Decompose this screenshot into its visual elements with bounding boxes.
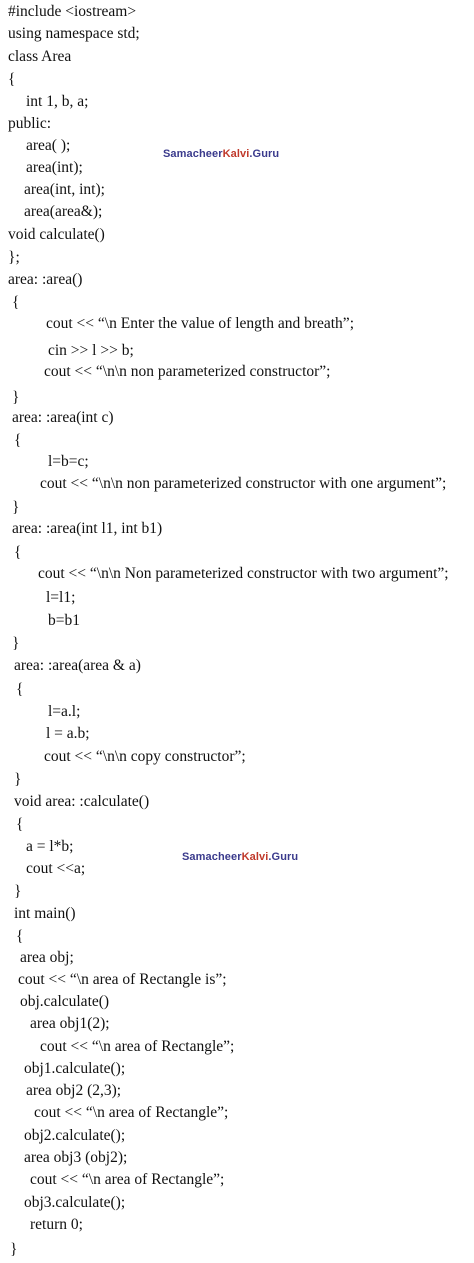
code-line: { <box>14 432 22 449</box>
code-line: area: :area() <box>8 271 83 288</box>
code-line: area(int); <box>26 159 83 176</box>
watermark-part-1: Samacheer <box>163 148 223 160</box>
code-line: class Area <box>8 48 72 65</box>
code-line: cout << “\n area of Rectangle”; <box>34 1104 229 1121</box>
code-line: void area: :calculate() <box>14 793 150 810</box>
code-line: area( ); <box>26 137 71 154</box>
code-line: cout << “\n area of Rectangle”; <box>40 1038 235 1055</box>
code-line: } <box>14 883 22 900</box>
code-line: }; <box>8 249 20 266</box>
watermark-part-1: Samacheer <box>182 851 242 863</box>
code-line: cout << “\n\n non parameterized constructor with one argument”; <box>40 475 447 492</box>
code-line: l = a.b; <box>46 725 90 742</box>
code-line: area: :area(area & a) <box>14 657 141 674</box>
code-line: a = l*b; <box>26 838 74 855</box>
code-line: obj2.calculate(); <box>24 1127 126 1144</box>
code-line: l=b=c; <box>48 453 89 470</box>
code-line: { <box>16 816 24 833</box>
code-line: cout << “\n\n Non parameterized constructor with two argument”; <box>38 565 449 582</box>
code-line: } <box>14 771 22 788</box>
watermark-part-2: Kalvi <box>241 851 269 863</box>
code-line: return 0; <box>30 1216 83 1233</box>
code-line: } <box>12 499 20 516</box>
code-line: using namespace std; <box>8 25 140 42</box>
code-line: { <box>16 681 24 698</box>
code-line: { <box>14 544 22 561</box>
watermark-part-2: Kalvi <box>222 148 250 160</box>
code-line: area: :area(int c) <box>12 409 114 426</box>
code-line: public: <box>8 115 52 132</box>
code-line: obj.calculate() <box>20 993 110 1010</box>
code-line: area obj; <box>20 949 74 966</box>
code-line: area obj2 (2,3); <box>26 1082 122 1099</box>
code-line: cout << “\n area of Rectangle”; <box>30 1171 225 1188</box>
watermark-part-3: .Guru <box>268 851 299 863</box>
watermark-part-3: .Guru <box>249 148 280 160</box>
code-line: area obj1(2); <box>30 1015 110 1032</box>
code-line: b=b1 <box>48 612 80 629</box>
code-line: int 1, b, a; <box>26 93 89 110</box>
code-line: area(int, int); <box>24 181 105 198</box>
code-line: cout << “\n Enter the value of length and breath”; <box>46 315 354 332</box>
code-line: obj1.calculate(); <box>24 1060 126 1077</box>
code-line: obj3.calculate(); <box>24 1194 126 1211</box>
code-line: cout << “\n\n copy constructor”; <box>44 748 246 765</box>
code-line: area(area&); <box>24 203 103 220</box>
code-line: } <box>10 1241 18 1258</box>
code-line: #include <iostream> <box>8 3 137 20</box>
watermark <box>163 148 279 160</box>
code-line: } <box>12 635 20 652</box>
code-line: cout << “\n area of Rectangle is”; <box>18 971 227 988</box>
watermark <box>182 851 298 863</box>
code-line: area obj3 (obj2); <box>24 1149 128 1166</box>
code-line: cout <<a; <box>26 860 86 877</box>
code-line: l=a.l; <box>48 703 81 720</box>
code-line: int main() <box>14 905 76 922</box>
code-line: area: :area(int l1, int b1) <box>12 520 163 537</box>
code-line: l=l1; <box>46 589 76 606</box>
code-line: cout << “\n\n non parameterized constructor”; <box>44 363 331 380</box>
code-line: { <box>16 928 24 945</box>
code-line: { <box>12 294 20 311</box>
code-line: cin >> l >> b; <box>48 342 134 359</box>
code-line: { <box>8 71 16 88</box>
code-line: void calculate() <box>8 226 105 243</box>
code-line: } <box>12 389 20 406</box>
